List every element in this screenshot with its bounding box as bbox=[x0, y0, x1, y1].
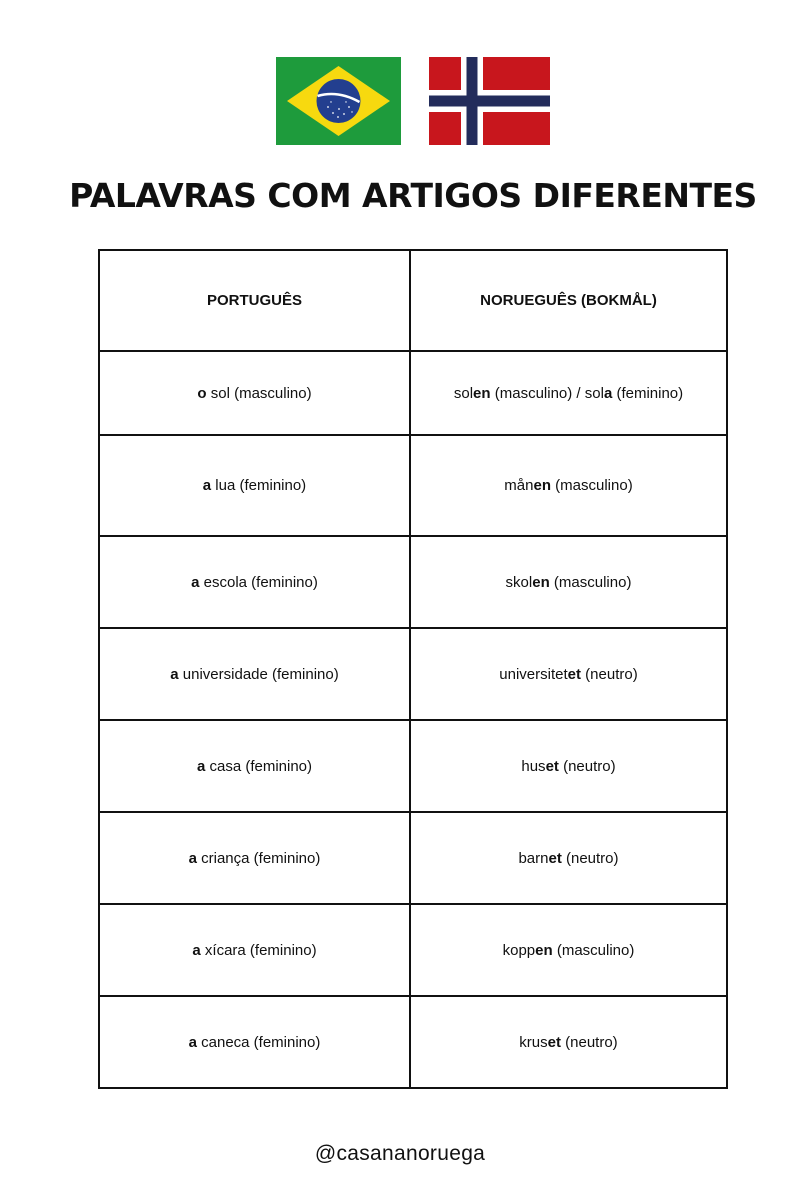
article-highlight: a bbox=[188, 1033, 197, 1051]
word-text: (feminino) bbox=[612, 384, 684, 402]
table-row bbox=[99, 812, 727, 904]
cell-noruegues bbox=[410, 812, 727, 904]
article-highlight: a bbox=[191, 573, 200, 591]
article-highlight: a bbox=[188, 849, 197, 867]
article-highlight: en bbox=[535, 941, 553, 959]
norway-flag-icon bbox=[429, 57, 550, 145]
article-highlight: a bbox=[196, 757, 206, 775]
word-text: krus bbox=[519, 1033, 548, 1051]
cell-portugues bbox=[99, 351, 410, 435]
word-text: kopp bbox=[502, 941, 536, 959]
table-row bbox=[99, 720, 727, 812]
article-highlight: a bbox=[603, 384, 613, 402]
cell-noruegues bbox=[410, 351, 727, 435]
word-text: sol (masculino) bbox=[206, 384, 312, 402]
word-text: criança (feminino) bbox=[196, 849, 321, 867]
articles-table bbox=[98, 249, 728, 1089]
cell-noruegues bbox=[410, 628, 727, 720]
article-highlight: et bbox=[547, 1033, 561, 1051]
cell-noruegues bbox=[410, 720, 727, 812]
word-text: (masculino) bbox=[549, 573, 632, 591]
footer-handle: @casananoruega bbox=[314, 1142, 486, 1165]
word-text: caneca (feminino) bbox=[196, 1033, 321, 1051]
article-highlight: a bbox=[192, 941, 201, 959]
table-row bbox=[99, 435, 727, 536]
cell-portugues bbox=[99, 812, 410, 904]
word-text: escola (feminino) bbox=[199, 573, 318, 591]
word-text: universidade (feminino) bbox=[178, 665, 339, 683]
word-text: mån bbox=[504, 477, 534, 494]
header-noruegues: NORUEGUÊS (BOKMÅL) bbox=[410, 250, 727, 351]
header-portugues: PORTUGUÊS bbox=[99, 250, 410, 351]
page-title: PALAVRAS COM ARTIGOS DIFERENTES bbox=[69, 176, 757, 215]
word-text: casa (feminino) bbox=[205, 757, 313, 775]
word-text: universitet bbox=[499, 665, 568, 683]
cell-noruegues bbox=[410, 536, 727, 628]
table-row bbox=[99, 996, 727, 1088]
table-row bbox=[99, 536, 727, 628]
brazil-flag-icon bbox=[276, 57, 401, 145]
article-highlight: o bbox=[197, 384, 207, 402]
word-text: barn bbox=[518, 849, 549, 867]
article-highlight: et bbox=[567, 665, 581, 683]
article-highlight: en bbox=[473, 384, 491, 402]
article-highlight: a bbox=[170, 665, 179, 683]
table-body bbox=[99, 351, 727, 1088]
word-text: (neutro) bbox=[581, 665, 638, 683]
cell-noruegues bbox=[410, 996, 727, 1088]
word-text: (neutro) bbox=[558, 757, 616, 775]
article-highlight: et bbox=[545, 757, 559, 775]
cell-portugues bbox=[99, 536, 410, 628]
article-highlight: en bbox=[533, 477, 551, 494]
table-row bbox=[99, 628, 727, 720]
word-text: sol bbox=[453, 384, 474, 402]
cell-noruegues bbox=[410, 435, 727, 536]
table-header-row bbox=[99, 250, 727, 351]
word-text: (neutro) bbox=[561, 849, 619, 867]
article-highlight: et bbox=[548, 849, 562, 867]
word-text: lua (feminino) bbox=[211, 477, 307, 494]
cell-portugues bbox=[99, 720, 410, 812]
article-highlight: a bbox=[202, 477, 212, 494]
cell-portugues bbox=[99, 435, 410, 536]
word-text: xícara (feminino) bbox=[200, 941, 317, 959]
word-text: (neutro) bbox=[560, 1033, 618, 1051]
cell-portugues bbox=[99, 904, 410, 996]
table-row bbox=[99, 351, 727, 435]
word-text: skol bbox=[505, 573, 533, 591]
word-text: (masculino) / sol bbox=[490, 384, 604, 402]
word-text: (masculino) bbox=[551, 477, 633, 494]
table-row bbox=[99, 904, 727, 996]
cell-portugues bbox=[99, 628, 410, 720]
cell-noruegues bbox=[410, 904, 727, 996]
cell-portugues bbox=[99, 996, 410, 1088]
article-highlight: en bbox=[532, 573, 550, 591]
word-text: hus bbox=[521, 757, 546, 775]
word-text: (masculino) bbox=[552, 941, 635, 959]
